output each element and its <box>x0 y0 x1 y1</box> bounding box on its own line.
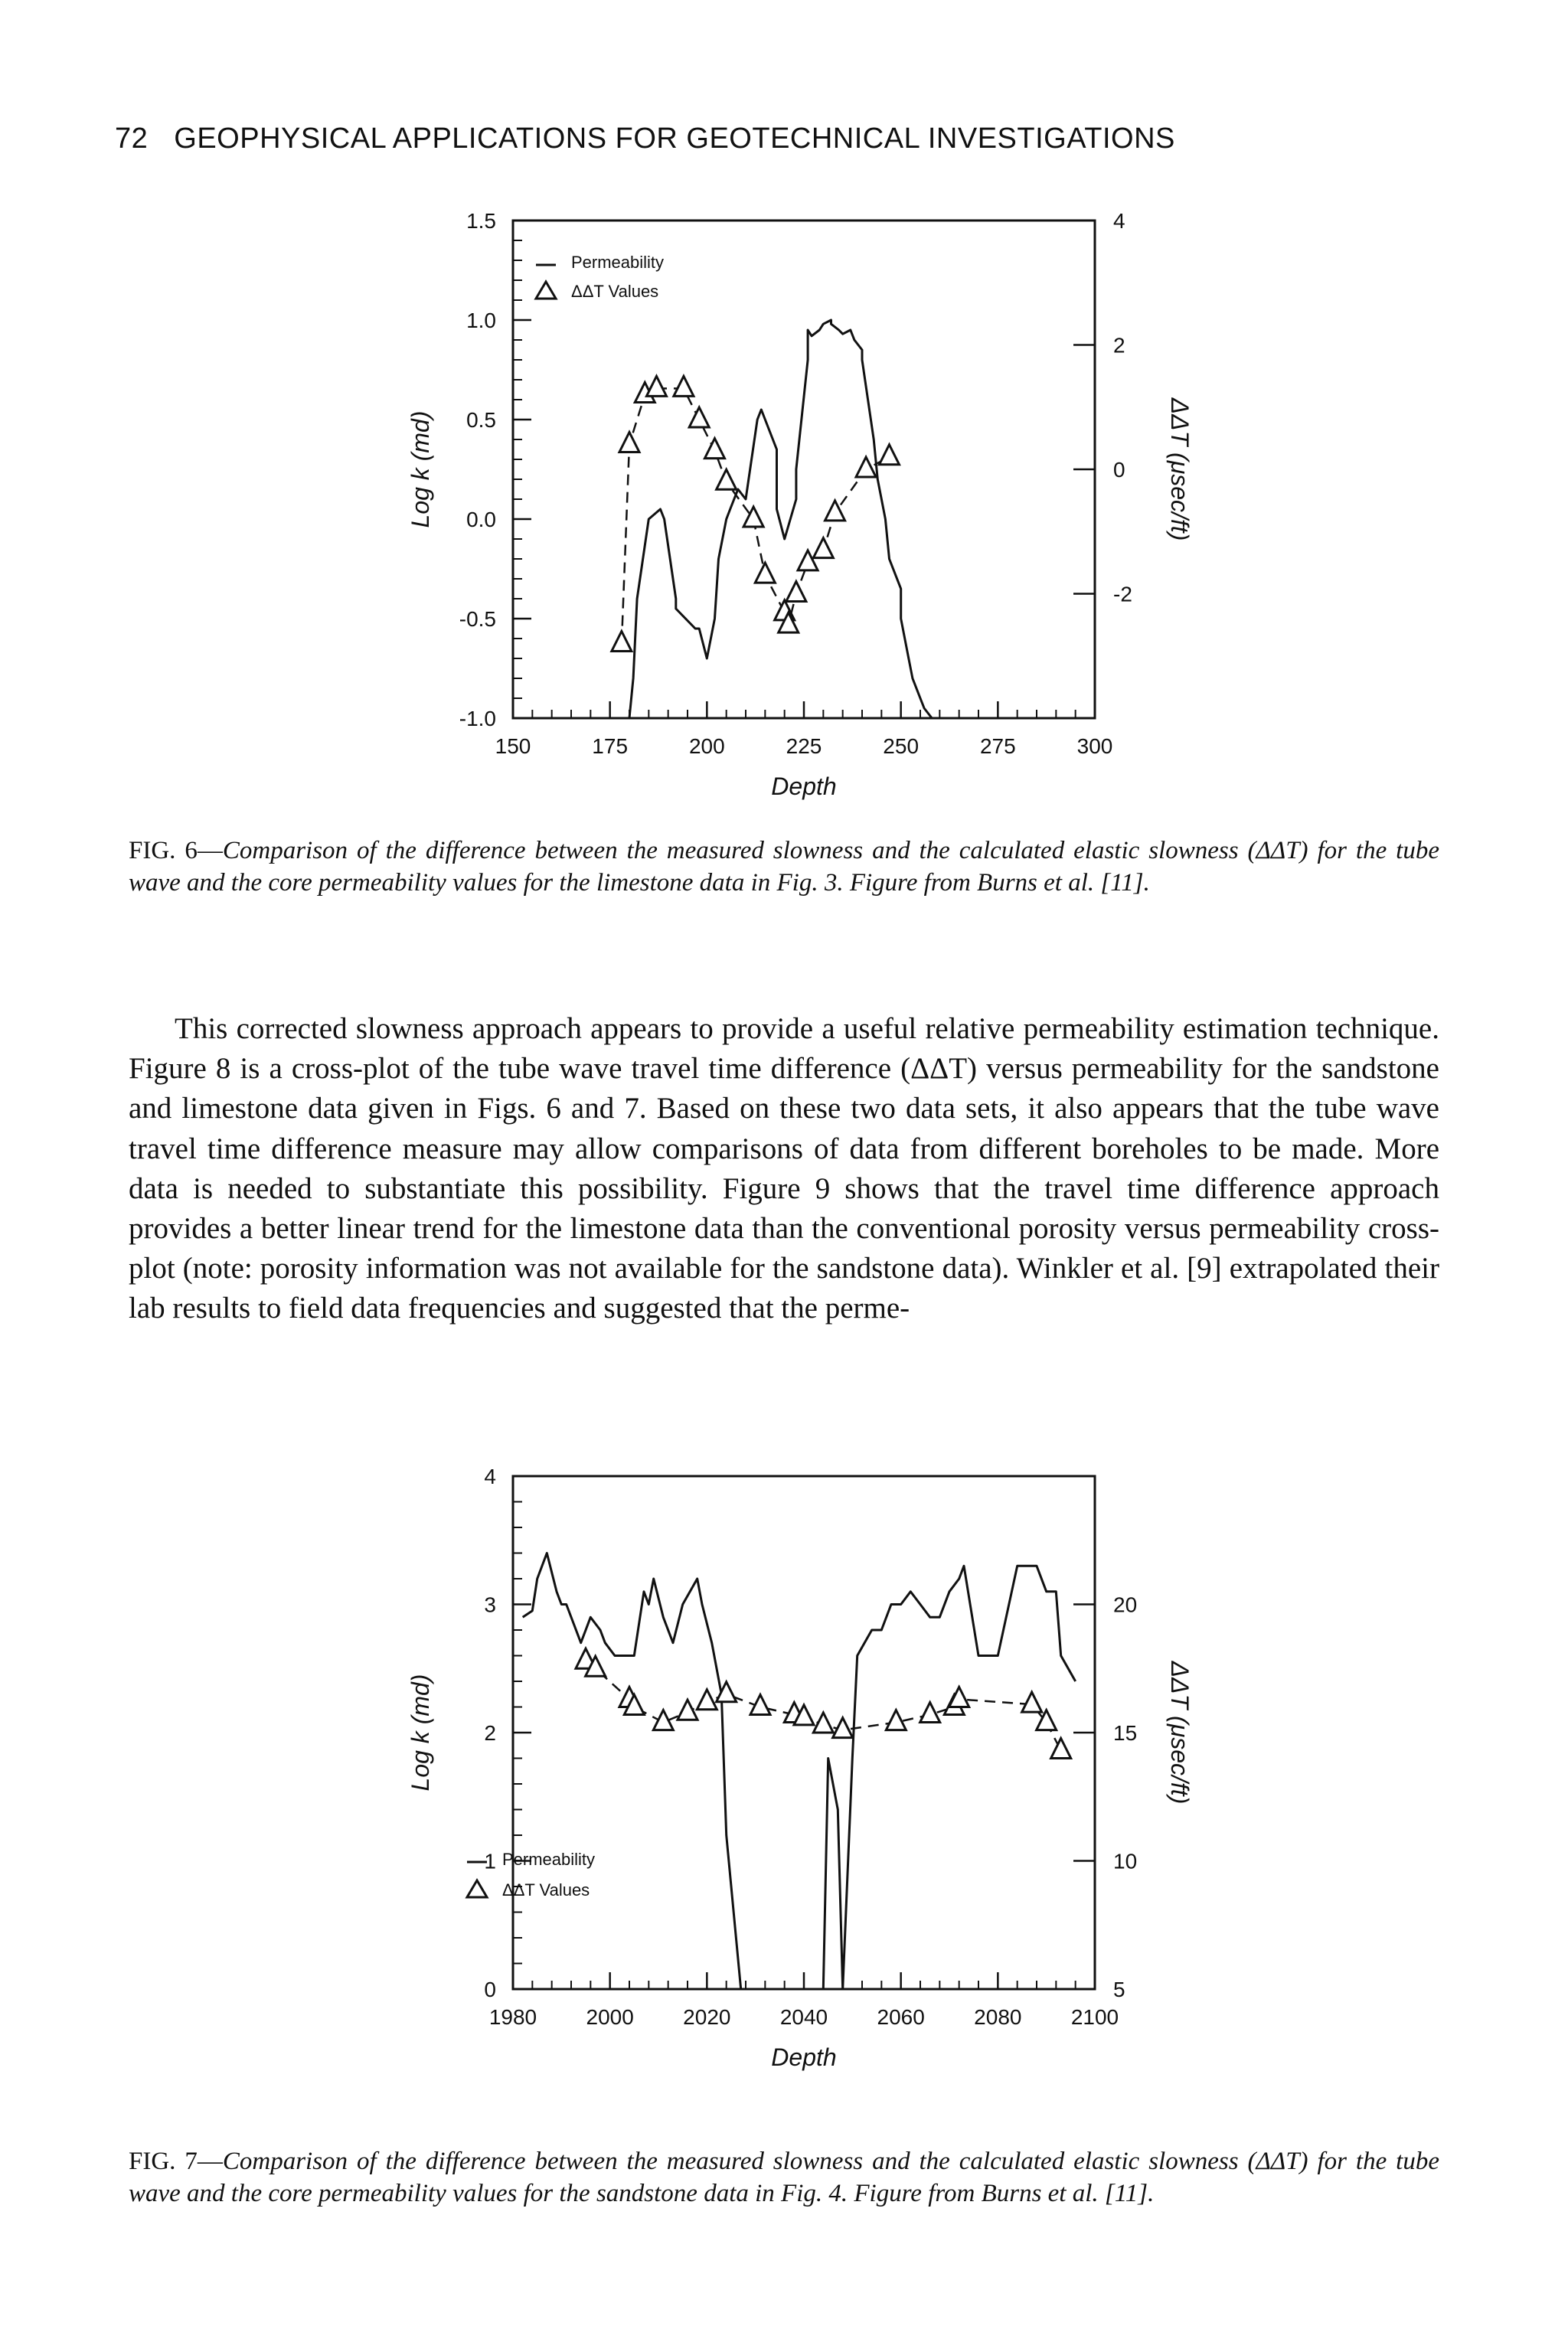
figure-7-caption-text: Comparison of the difference between the measured slowness and the calculated elastic slowness (ΔΔT) for the tube wave and the core permeability values for the sandstone data in Fig. 4. Figure from Burns et al. [11]. <box>129 2148 1439 2207</box>
x-tick-label: 2080 <box>974 2005 1022 2029</box>
x-tick-label: 2040 <box>779 2005 828 2029</box>
y-tick-label: 0.5 <box>466 408 496 432</box>
delta-t-legend-label: ΔΔT Values <box>571 282 659 301</box>
figure-7-caption <box>129 2145 1439 2210</box>
x-tick-label: 275 <box>979 734 1016 758</box>
delta-t-marker <box>697 1690 717 1710</box>
delta-t-marker <box>678 1700 697 1720</box>
delta-t-marker <box>717 469 737 489</box>
y-tick-label: -1.0 <box>459 707 496 730</box>
y2-axis-title: ΔΔT (μsec/ft) <box>1166 1661 1194 1805</box>
x-tick-label: 2000 <box>586 2005 634 2029</box>
permeability-legend-label: Permeability <box>502 1850 596 1869</box>
delta-t-marker <box>689 407 709 427</box>
x-tick-label: 2100 <box>1070 2005 1119 2029</box>
figure-6-caption-text: Comparison of the difference between the measured slowness and the calculated elastic slowness (ΔΔT) for the tube wave and the core permeability values for the limestone data in Fig. 3. Figure from Burns et al. [11]. <box>129 837 1439 897</box>
y2-tick-label: 0 <box>1113 458 1125 482</box>
delta-t-marker <box>755 563 775 583</box>
delta-t-marker <box>704 439 724 459</box>
delta-t-marker <box>813 538 833 558</box>
x-tick-label: 250 <box>883 734 920 758</box>
y-axis-title: Log k (md) <box>407 410 434 528</box>
delta-t-marker <box>856 457 876 477</box>
body-text <box>129 1009 1439 1329</box>
x-tick-label: 225 <box>786 734 822 758</box>
x-tick-label: 1980 <box>488 2005 537 2029</box>
permeability-line <box>523 1553 1076 1990</box>
delta-t-marker <box>879 445 899 465</box>
figure-7-chart <box>368 1447 1225 2113</box>
running-title: GEOPHYSICAL APPLICATIONS FOR GEOTECHNICAL INVESTIGATIONS <box>174 122 1175 155</box>
x-tick-label: 2020 <box>683 2005 731 2029</box>
x-tick-label: 200 <box>688 734 725 758</box>
delta-t-marker <box>786 582 806 602</box>
delta-t-line <box>586 1661 1061 1750</box>
y2-axis-title: ΔΔT (μsec/ft) <box>1166 397 1194 541</box>
figure-7-label: FIG. 7— <box>129 2148 223 2175</box>
x-tick-label: 150 <box>495 734 531 758</box>
body-paragraph: This corrected slowness approach appears to provide a useful relative permeability estimation technique. Figure 8 is a cross-plot of the tube wave travel time difference (ΔΔT) versus permeability for the sandstone and limestone data given in Figs. 6 and 7. Based on these two data sets, it also appears that the tube wave travel time difference measure may allow comparisons of data from different boreholes to be made. More data is needed to substantiate this possibility. Figure 9 shows that the travel time difference approach provides a better linear trend for the limestone data than the conventional porosity versus permeability cross-plot (note: porosity information was not available for the sandstone data). Winkler et al. [9] extrapolated their lab results to field data frequencies and suggested that the perme- <box>129 1012 1439 1325</box>
delta-t-marker <box>813 1713 833 1733</box>
y2-tick-label: 20 <box>1113 1592 1138 1617</box>
page-number: 72 <box>115 122 149 155</box>
delta-t-legend-label: ΔΔT Values <box>502 1880 590 1900</box>
y2-tick-label: 10 <box>1113 1849 1138 1873</box>
permeability-legend-label: Permeability <box>571 253 665 272</box>
y-tick-label: 1.5 <box>466 209 496 233</box>
x-axis-title: Depth <box>771 773 837 800</box>
delta-t-marker <box>674 376 694 396</box>
figure-6-legend <box>536 253 664 301</box>
delta-t-marker <box>1051 1738 1071 1758</box>
delta-t-marker <box>920 1703 940 1723</box>
y-tick-label: 1.0 <box>466 309 496 332</box>
y-tick-label: 0 <box>484 1978 496 2001</box>
y-axis-title: Log k (md) <box>407 1674 434 1792</box>
y2-tick-label: 15 <box>1113 1721 1138 1745</box>
figure-6-label: FIG. 6— <box>129 837 223 864</box>
y2-tick-label: 4 <box>1113 209 1125 233</box>
y-tick-label: 2 <box>484 1721 496 1745</box>
permeability-line <box>629 320 956 718</box>
y-tick-label: 4 <box>484 1465 496 1488</box>
y-tick-label: -0.5 <box>459 607 496 631</box>
delta-t-legend-marker <box>536 282 556 299</box>
delta-t-marker <box>612 632 632 652</box>
y2-tick-label: 2 <box>1113 333 1125 358</box>
x-tick-label: 2060 <box>877 2005 925 2029</box>
x-tick-label: 175 <box>592 734 629 758</box>
y-tick-label: 3 <box>484 1592 496 1617</box>
y-tick-label: 1 <box>484 1849 496 1873</box>
delta-t-marker <box>1022 1692 1042 1712</box>
x-axis-title: Depth <box>771 2043 837 2071</box>
figure-6-chart <box>368 199 1225 827</box>
plot-frame <box>513 1476 1095 1989</box>
delta-t-marker <box>646 376 666 396</box>
running-header <box>115 122 1175 155</box>
y2-tick-label: -2 <box>1113 582 1132 606</box>
y-tick-label: 0.0 <box>466 508 496 531</box>
x-tick-label: 300 <box>1076 734 1113 758</box>
y2-tick-label: 5 <box>1113 1978 1125 2001</box>
figure-7 <box>368 1447 1225 2113</box>
figure-6 <box>368 199 1225 827</box>
delta-t-legend-marker <box>467 1880 487 1897</box>
delta-t-marker <box>619 433 639 452</box>
figure-6-caption <box>129 835 1439 899</box>
